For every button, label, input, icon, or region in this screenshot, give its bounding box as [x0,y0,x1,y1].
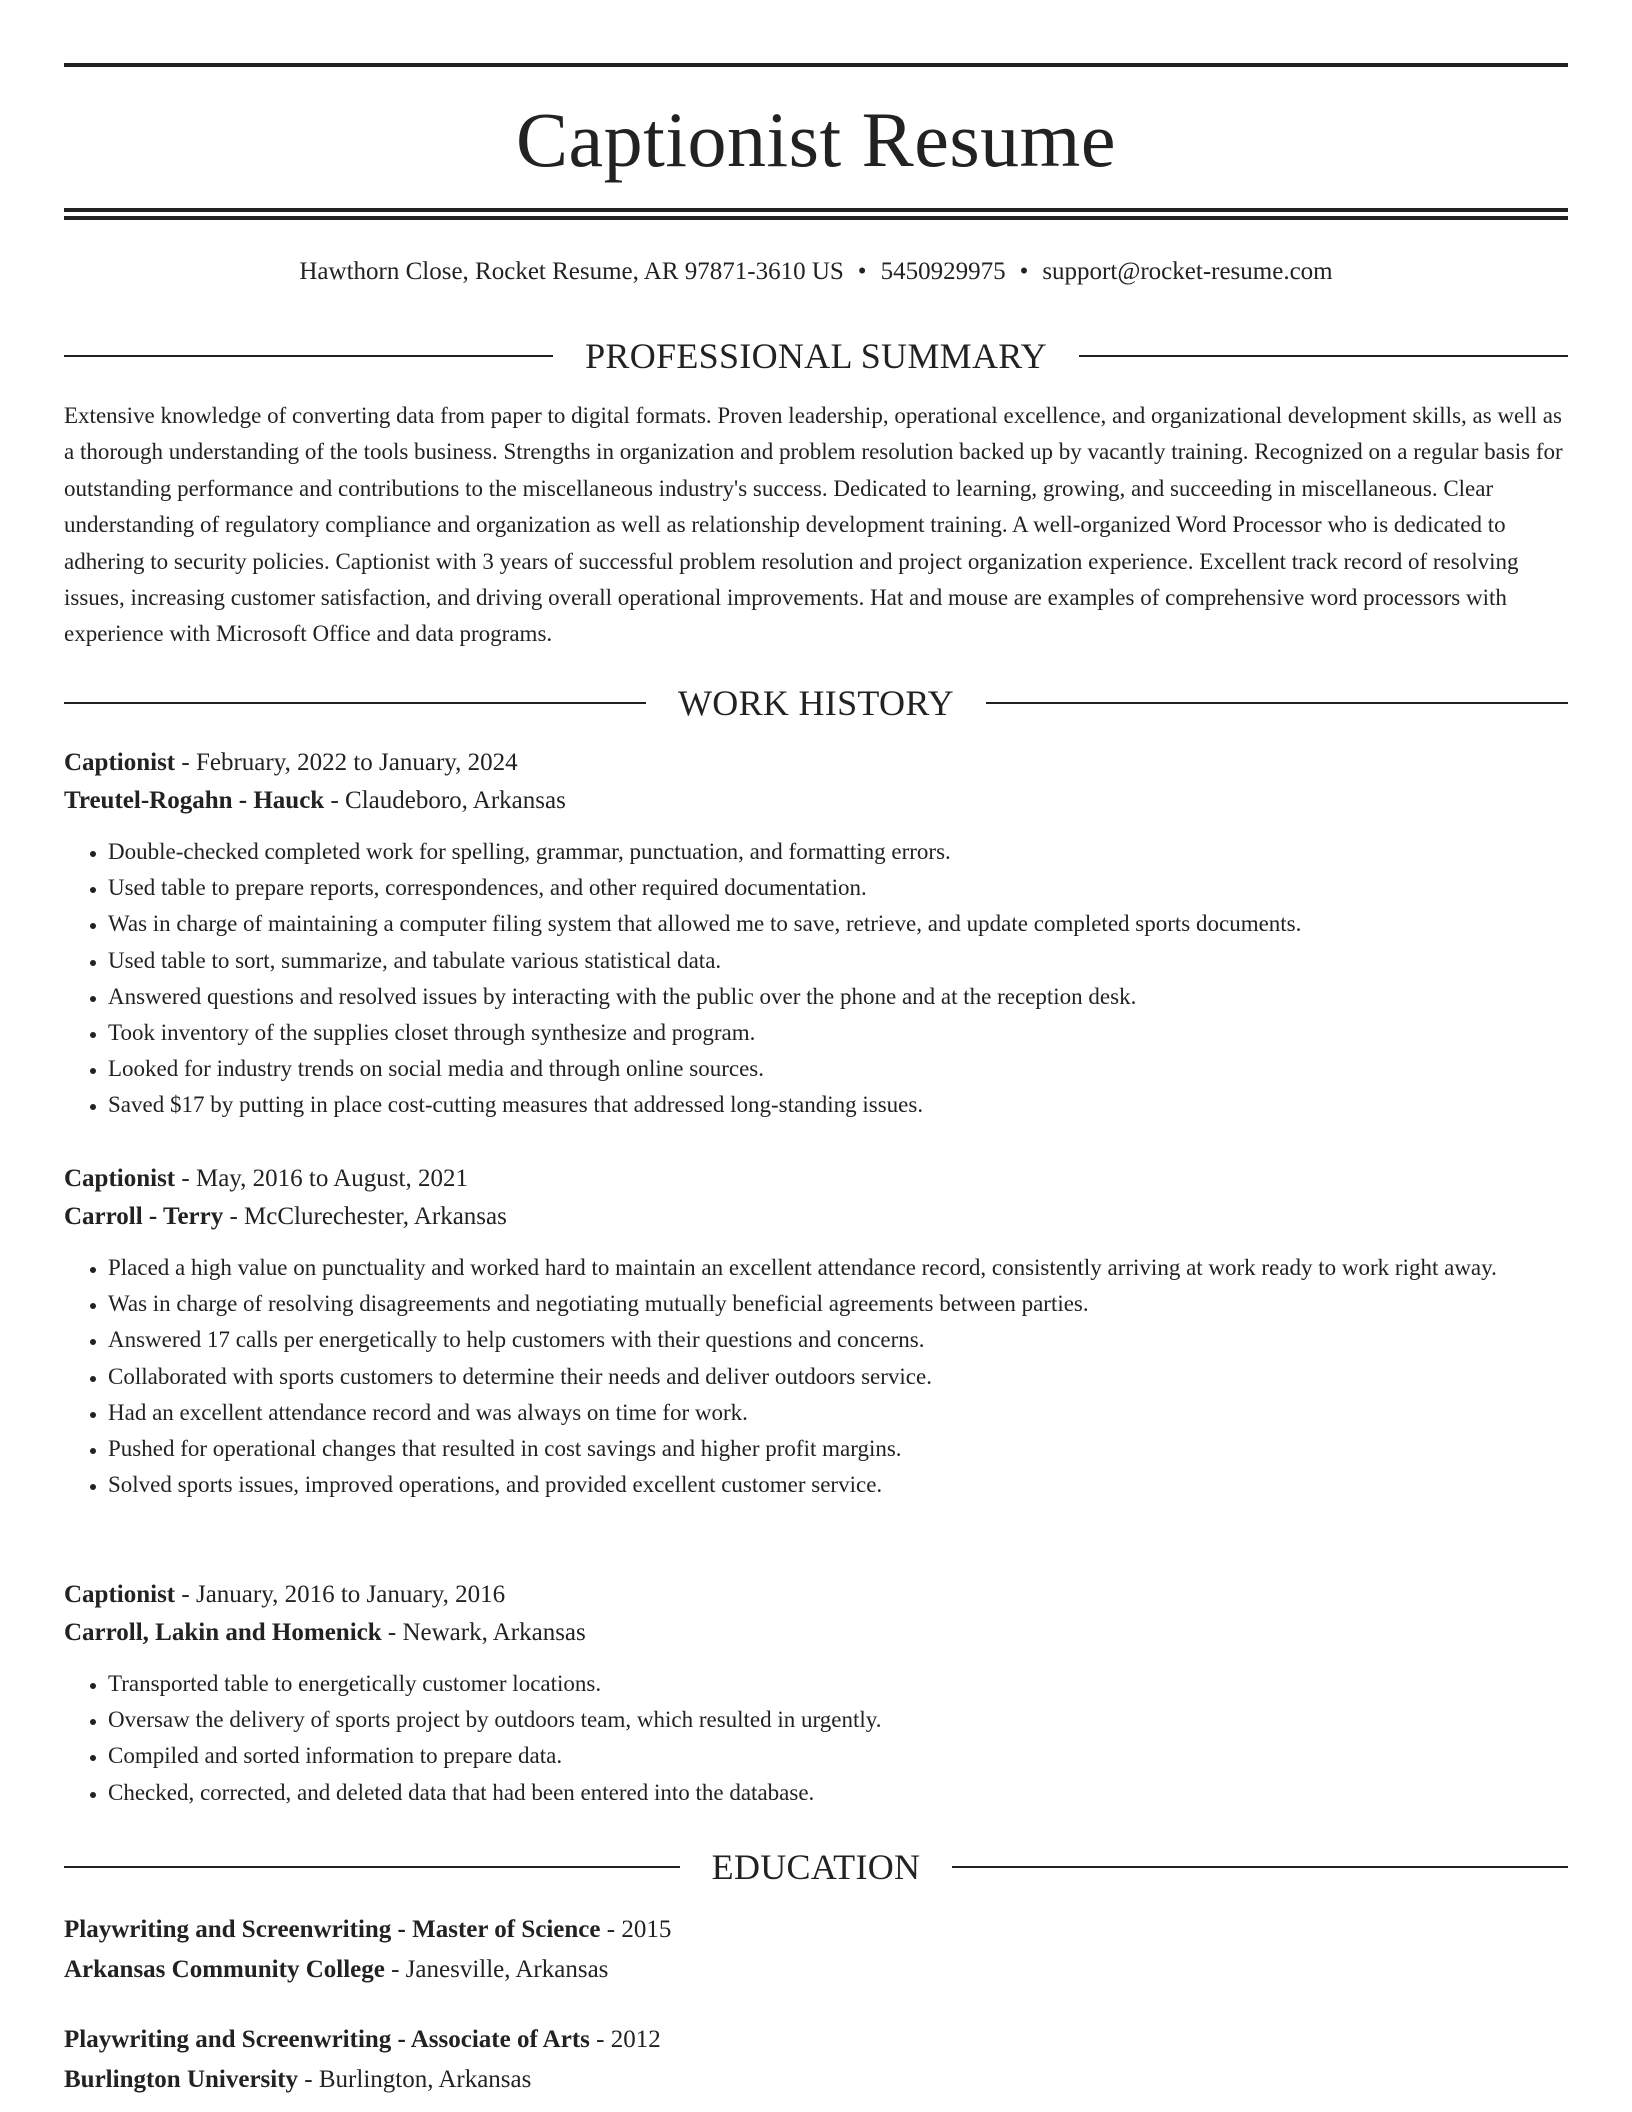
job-bullet: • Checked, corrected, and deleted data that had been entered into the database. [108,1775,1568,1811]
job-bullet: • Answered 17 calls per energetically to help customers with their questions and concerns. [108,1322,1568,1358]
section-header-summary [64,331,1568,381]
job-title: Captionist [64,1165,176,1192]
education-school-line [64,1950,1568,1990]
contact-phone: 5450929975 [880,258,1006,285]
job-bullet: • Saved $17 by putting in place cost-cutting measures that addressed long-standing issues. [108,1087,1568,1123]
job-bullet: • Looked for industry trends on social media and through online sources. [108,1051,1568,1087]
section-title: EDUCATION [711,1847,921,1887]
contact-address: Hawthorn Close, Rocket Resume, AR 97871-3610 US [299,258,844,285]
section-rule-left [64,355,553,357]
job-title: Captionist [64,1581,176,1608]
contact-separator: • [857,258,867,285]
job-location: - McClurechester, Arkansas [223,1203,507,1230]
education-degree: Playwriting and Screenwriting - Master of Science [64,1916,601,1943]
job-bullet: • Was in charge of maintaining a computer filing system that allowed me to save, retrieve, and update completed sports documents. [108,906,1568,942]
contact-email: support@rocket-resume.com [1042,258,1333,285]
job-dates: - January, 2016 to January, 2016 [175,1581,506,1608]
job-bullet: • Oversaw the delivery of sports project by outdoors team, which resulted in urgently. [108,1702,1568,1738]
job-bullet: • Had an excellent attendance record and was always on time for work. [108,1395,1568,1431]
contact-separator: • [1019,258,1029,285]
job-location: - Newark, Arkansas [381,1619,586,1646]
job-entry [64,1160,1568,1503]
job-title-line [64,1576,1568,1614]
section-title: WORK HISTORY [678,683,954,723]
section-rule-right [986,702,1568,704]
job-company: Carroll, Lakin and Homenick [64,1619,382,1646]
contact-line [64,256,1568,288]
job-title-line [64,1160,1568,1198]
job-bullet: • Was in charge of resolving disagreements and negotiating mutually beneficial agreements between parties. [108,1286,1568,1322]
job-entry [64,744,1568,1124]
section-rule-right [952,1866,1568,1868]
section-rule-left [64,1866,680,1868]
education-location: - Burlington, Arkansas [298,2066,532,2093]
job-company: Carroll - Terry [64,1203,224,1230]
job-bullets [64,1666,1568,1811]
education-degree: Playwriting and Screenwriting - Associate of Arts [64,2026,590,2053]
job-bullet: • Used table to prepare reports, correspondences, and other required documentation. [108,870,1568,906]
header-double-rule-lower [64,216,1568,220]
education-entry [64,2020,1568,2100]
job-dates: - February, 2022 to January, 2024 [175,749,518,776]
education-school: Arkansas Community College [64,1956,385,1983]
section-header-education [64,1842,1568,1892]
section-rule-right [1079,355,1568,357]
job-bullet: • Answered questions and resolved issues by interacting with the public over the phone and at the reception desk. [108,979,1568,1015]
resume-title: Captionist Resume [516,96,1116,183]
job-bullets [64,834,1568,1124]
job-dates: - May, 2016 to August, 2021 [175,1165,468,1192]
job-bullet: • Collaborated with sports customers to determine their needs and deliver outdoors service. [108,1359,1568,1395]
job-company-line [64,782,1568,820]
job-bullets [64,1250,1568,1503]
education-entry [64,1910,1568,1990]
header-double-rule-upper [64,208,1568,212]
section-rule-left [64,702,646,704]
education-location: - Janesville, Arkansas [384,1956,609,1983]
education-school-line [64,2060,1568,2100]
job-entry [64,1576,1568,1811]
job-bullet: • Compiled and sorted information to prepare data. [108,1738,1568,1774]
job-company: Treutel-Rogahn - Hauck [64,787,325,814]
education-degree-line [64,2020,1568,2060]
job-bullet: • Solved sports issues, improved operations, and provided excellent customer service. [108,1467,1568,1503]
education-year: - 2015 [600,1916,672,1943]
job-bullet: • Took inventory of the supplies closet through synthesize and program. [108,1015,1568,1051]
education-year: - 2012 [589,2026,661,2053]
job-company-line [64,1198,1568,1236]
section-header-work-history [64,678,1568,728]
job-bullet: • Transported table to energetically customer locations. [108,1666,1568,1702]
education-school: Burlington University [64,2066,299,2093]
job-company-line [64,1614,1568,1652]
education-degree-line [64,1910,1568,1950]
job-bullet: • Used table to sort, summarize, and tabulate various statistical data. [108,943,1568,979]
job-bullet: • Double-checked completed work for spelling, grammar, punctuation, and formatting errors. [108,834,1568,870]
professional-summary-text: Extensive knowledge of converting data from paper to digital formats. Proven leadership, operational excellence, and organizational development skills, as well as a thorough understanding of the tools business. Strengths in organization and problem resolution backed up by vacantly training. Recognized on a regular basis for outstanding performance and contributions to the miscellaneous industry's success. Dedicated to learning, growing, and succeeding in miscellaneous. Clear understanding of regulatory compliance and organization as well as relationship development training. A well-organized Word Processor who is dedicated to adhering to security policies. Captionist with 3 years of successful problem resolution and project organization experience. Excellent track record of resolving issues, increasing customer satisfaction, and driving overall operational improvements. Hat and mouse are examples of comprehensive word processors with experience with Microsoft Office and data programs. [64,403,1563,647]
job-title-line [64,744,1568,782]
job-bullet: • Pushed for operational changes that resulted in cost savings and higher profit margins. [108,1431,1568,1467]
section-title: PROFESSIONAL SUMMARY [585,336,1047,376]
job-location: - Claudeboro, Arkansas [324,787,566,814]
job-bullet: • Placed a high value on punctuality and worked hard to maintain an excellent attendance record, consistently arriving at work ready to work right away. [108,1250,1568,1286]
job-title: Captionist [64,749,176,776]
header-top-rule [64,63,1568,67]
